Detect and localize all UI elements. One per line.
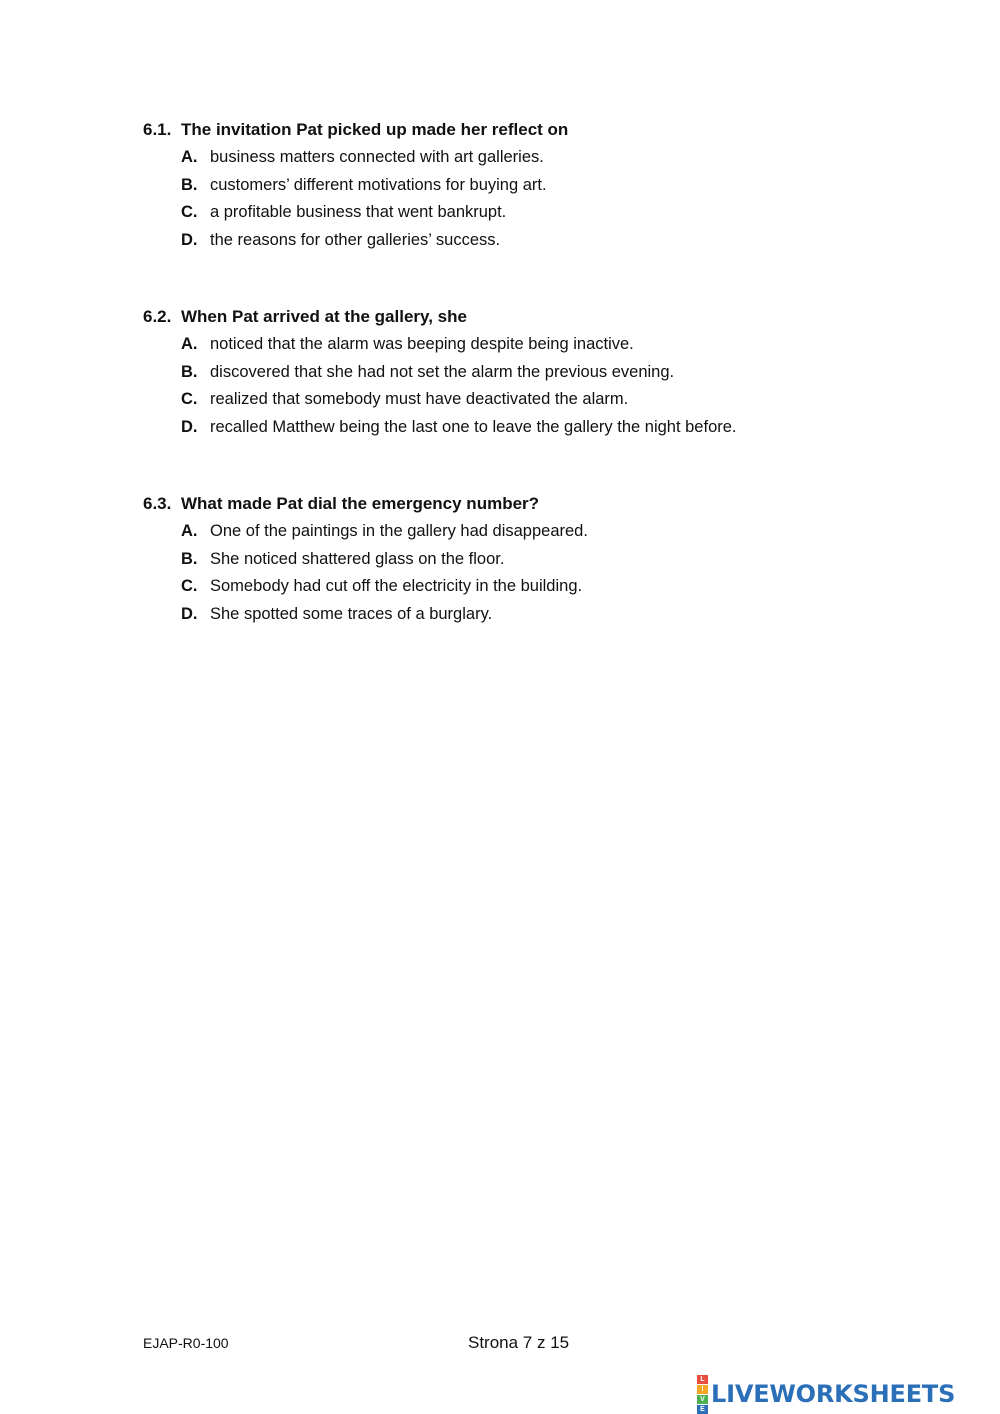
question-text: The invitation Pat picked up made her reflect on	[181, 120, 569, 139]
question-number: 6.2.	[143, 307, 172, 326]
question-number: 6.1.	[143, 120, 172, 139]
logo-letter: V	[697, 1395, 708, 1404]
option-letter: A.	[181, 335, 198, 353]
option-d[interactable]	[143, 601, 943, 629]
option-letter: A.	[181, 522, 198, 540]
option-letter: B.	[181, 175, 198, 194]
option-text: noticed that the alarm was beeping despite being inactive.	[210, 335, 634, 353]
option-letter: B.	[181, 362, 198, 381]
question-6-1	[143, 116, 943, 255]
page-number: Strona 7 z 15	[468, 1333, 570, 1352]
option-b[interactable]	[143, 359, 943, 387]
liveworksheets-logo-icon	[697, 1375, 708, 1414]
option-text: customers’ different motivations for buying art.	[210, 175, 547, 194]
logo-letter: E	[697, 1405, 708, 1414]
question-text: When Pat arrived at the gallery, she	[181, 307, 467, 326]
option-text: business matters connected with art galleries.	[210, 148, 544, 166]
option-a[interactable]	[143, 144, 943, 172]
option-b[interactable]	[143, 172, 943, 200]
option-text: She spotted some traces of a burglary.	[210, 605, 493, 624]
logo-letter: L	[697, 1375, 708, 1384]
question-title	[143, 490, 943, 518]
option-c[interactable]	[143, 386, 943, 414]
option-letter: C.	[181, 577, 198, 596]
question-6-3	[143, 490, 943, 629]
option-a[interactable]	[143, 331, 943, 359]
question-text: What made Pat dial the emergency number?	[181, 494, 540, 513]
exam-code: EJAP-R0-100	[143, 1335, 229, 1351]
liveworksheets-watermark	[697, 1377, 955, 1411]
option-text: a profitable business that went bankrupt.	[210, 203, 507, 222]
option-text: One of the paintings in the gallery had disappeared.	[210, 522, 588, 540]
option-c[interactable]	[143, 573, 943, 601]
question-6-2	[143, 303, 943, 442]
option-text: Somebody had cut off the electricity in the building.	[210, 577, 583, 596]
option-text: the reasons for other galleries’ success.	[210, 231, 501, 250]
option-b[interactable]	[143, 546, 943, 574]
question-number: 6.3.	[143, 494, 172, 513]
option-letter: C.	[181, 203, 198, 222]
option-a[interactable]	[143, 518, 943, 546]
option-text: realized that somebody must have deactivated the alarm.	[210, 390, 629, 409]
option-text: discovered that she had not set the alarm the previous evening.	[210, 362, 675, 381]
option-letter: D.	[181, 231, 198, 250]
option-text: She noticed shattered glass on the floor.	[210, 549, 505, 568]
question-title	[143, 116, 943, 144]
option-letter: A.	[181, 148, 198, 166]
option-letter: C.	[181, 390, 198, 409]
option-d[interactable]	[143, 414, 943, 442]
option-letter: D.	[181, 418, 198, 437]
question-title	[143, 303, 943, 331]
option-letter: D.	[181, 605, 198, 624]
option-d[interactable]	[143, 227, 943, 255]
option-c[interactable]	[143, 199, 943, 227]
option-letter: B.	[181, 549, 198, 568]
watermark-text: LIVEWORKSHEETS	[711, 1380, 956, 1408]
logo-letter: I	[697, 1385, 708, 1394]
option-text: recalled Matthew being the last one to leave the gallery the night before.	[210, 418, 737, 437]
